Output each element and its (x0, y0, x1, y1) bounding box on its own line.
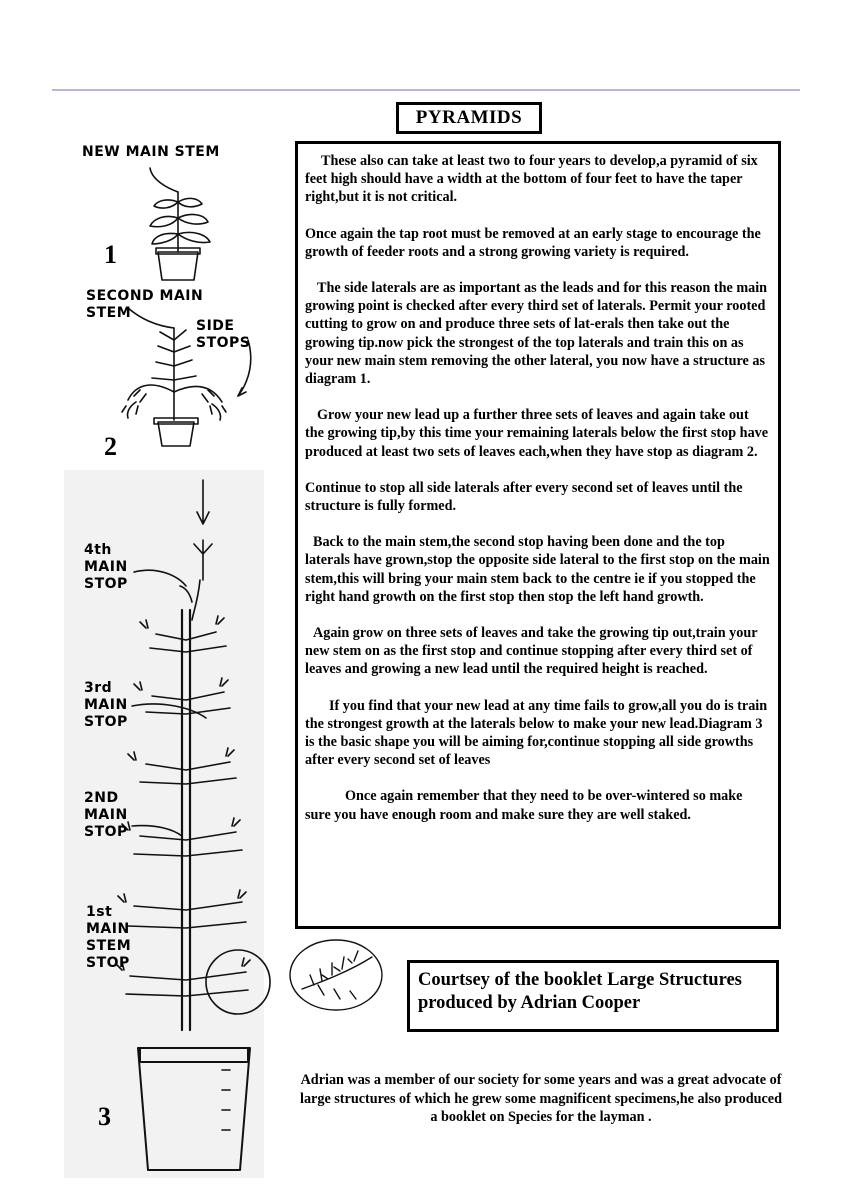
diagram-1-plant (150, 168, 210, 280)
paragraph-7: Again grow on three sets of leaves and take the growing tip out,train your new stem on as the first stop and continue stopping after every third set of leaves and growing a new lead until the required height is reached. (305, 625, 758, 678)
label-3rd-main-stop: 3rd MAIN STOP (84, 680, 128, 730)
label-2nd-main-stop: 2ND MAIN STOP (84, 790, 128, 840)
diagram-number-1: 1 (104, 240, 117, 269)
paragraph-6: Back to the main stem,the second stop having been done and the top laterals have grown,stop the opposite side lateral to the first stop on the main stem,this will bring your main stem back to the centre ie if you stopped the right hand growth on the first stop then stop the left hand growth. (305, 534, 770, 605)
label-second-main-stem: SECOND MAIN STEM (86, 288, 204, 321)
pyramid-training-illustration (62, 140, 272, 1180)
header-rule (52, 89, 800, 91)
label-new-main-stem: NEW MAIN STEM (82, 144, 220, 160)
page-title: PYRAMIDS (396, 102, 542, 134)
diagram-number-3: 3 (98, 1102, 111, 1131)
author-note: Adrian was a member of our society for some years and was a great advocate of large structures of which he grew some magnificent specimens,he also produced a booklet on Species for the layman . (300, 1072, 782, 1125)
paragraph-3: The side laterals are as important as the leads and for this reason the main growing point is checked after every third set of laterals. Permit your rooted cutting to grow on and produce three sets of lat-erals then take out the growing tip.now pick the strongest of the top laterals and train this on as your new main stem removing the other lateral, you now have a structure as diagram 1. (305, 280, 768, 388)
paragraph-5: Continue to stop all side laterals after every second set of leaves until the structure is fully formed. (305, 479, 743, 515)
article-box (295, 141, 781, 929)
leaf-detail-sketch (284, 937, 384, 1013)
label-side-stops: SIDE STOPS (196, 318, 251, 351)
paragraph-2: Once again the tap root must be removed at an early stage to encourage the growth of feeder roots and a strong growing variety is required. (305, 225, 761, 260)
courtesy-box: Courtsey of the booklet Large Structures produced by Adrian Cooper (407, 960, 779, 1032)
paragraph-9: Once again remember that they need to be over-wintered so make sure you have enough room and make sure they are well staked. (305, 788, 743, 823)
label-4th-main-stop: 4th MAIN STOP (84, 542, 128, 592)
paragraph-4: Grow your new lead up a further three sets of leaves and again take out the growing tip,by this time your remaining laterals below the first stop have produced at least two sets of leaves each,when they have stop as diagram 2. (305, 407, 769, 460)
paragraph-8: If you find that your new lead at any time fails to grow,all you do is train the strongest growth at the laterals below to make your new lead.Diagram 3 is the basic shape you will be aiming for,continue stopping all side growths after every second set of leaves (305, 697, 768, 769)
label-1st-main-stem-stop: 1st MAIN STEM STOP (86, 904, 132, 971)
paragraph-1: These also can take at least two to four years to develop,a pyramid of six feet high should have a width at the bottom of four feet to have the taper right,but it is not critical. (305, 153, 758, 206)
diagram-number-2: 2 (104, 432, 117, 461)
